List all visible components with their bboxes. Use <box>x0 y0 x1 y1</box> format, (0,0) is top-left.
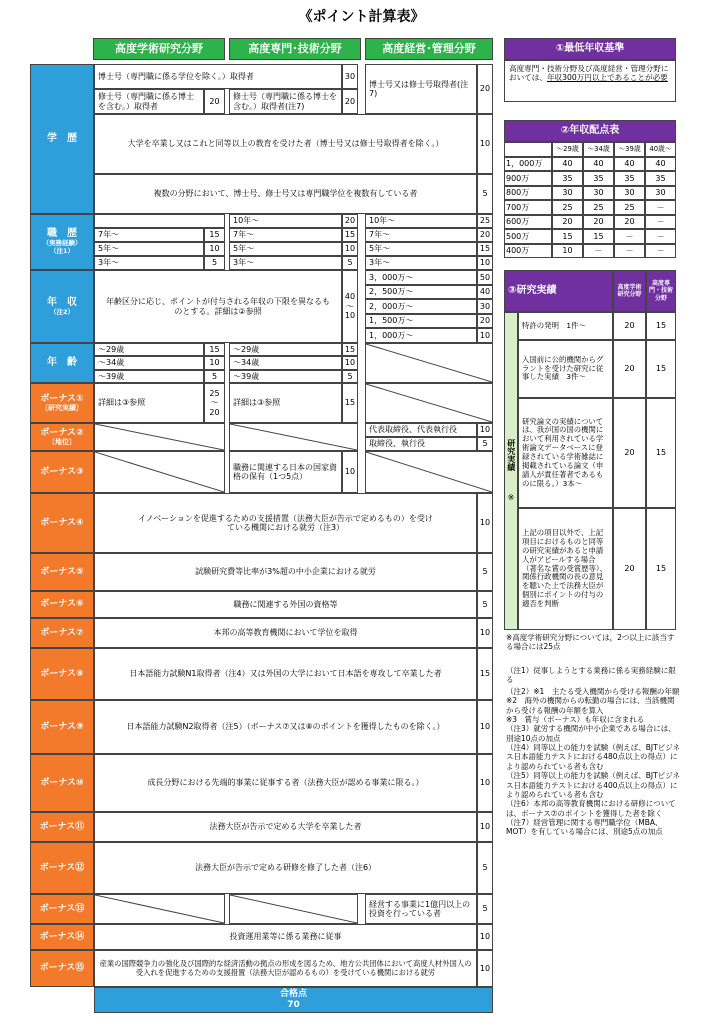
income-mgmt-3: 1，500万～ <box>365 314 477 329</box>
income-table-cell: 25 <box>552 200 583 215</box>
income-table-cell: － <box>645 200 676 215</box>
research-col2: 高度専門・技術分野 <box>646 270 676 312</box>
b12-pts: 5 <box>477 842 493 894</box>
label-b3: ボーナス③ <box>30 451 94 493</box>
age-academic-0: ～29歳 <box>94 343 204 356</box>
pass-value: 70 <box>287 1000 300 1010</box>
career-label: 職 歴 <box>47 228 77 240</box>
income-table-row-label: 800万 <box>504 186 552 201</box>
b15-pts: 10 <box>477 950 493 987</box>
b14-text: 投資運用業等に係る業務に従事 <box>94 924 477 950</box>
research-col1: 高度学術研究分野 <box>613 270 646 312</box>
age-tech-2-pts: 5 <box>342 370 358 383</box>
research-technical-pts: 15 <box>646 312 676 340</box>
edu-master-a: 修士号（専門職に係る博士を含む。）取得者 <box>94 89 204 114</box>
min-income-text: 高度専門・技術分野及び高度経営・管理分野においては、 <box>509 64 669 83</box>
b1-academic-pts-max: 25 <box>209 388 220 398</box>
research-side <box>504 312 518 630</box>
label-age: 年 齢 <box>30 343 94 383</box>
b2-mgmt-1: 代表取締役、代表執行役 <box>365 423 477 437</box>
b3-pts: 10 <box>342 451 358 493</box>
min-income-box <box>504 60 676 102</box>
income-table-row-label: 700万 <box>504 200 552 215</box>
b2-label: ボーナス② <box>40 427 84 438</box>
edu-master-b: 修士号（専門職に係る博士を含む。）取得者(注7) <box>229 89 342 114</box>
income-table-header: 40歳～ <box>645 142 676 157</box>
career-tech-3-pts: 5 <box>342 256 358 270</box>
income-table-cell: － <box>645 244 676 259</box>
career-academic-0-pts: 15 <box>204 228 225 242</box>
b12-text: 法務大臣が告示で定める研修を修了した者（注6） <box>94 842 477 894</box>
research-title: ③研究実績 <box>504 270 613 312</box>
b3-mgmt-na <box>365 451 493 493</box>
b2-academic-na <box>94 423 225 451</box>
career-academic-2-pts: 5 <box>204 256 225 270</box>
research-academic-pts: 20 <box>613 340 646 398</box>
label-b8: ボーナス⑧ <box>30 648 94 700</box>
income-table-cell: 20 <box>552 215 583 230</box>
income-table-row-label: 500万 <box>504 229 552 244</box>
research-side-text: 研究実績 <box>506 439 516 472</box>
note-1: （注1）従事しようとする業務に係る実務経験に限る <box>506 666 676 685</box>
note-6: （注6）本邦の高等教育機関における研修については、ボーナス⑦のポイントを獲得した者を除く <box>506 799 676 818</box>
b5-text: 試験研究費等比率が3%超の中小企業における就労 <box>94 553 477 591</box>
b1-sub: 〔研究実績〕 <box>41 404 83 413</box>
career-academic-blank <box>94 214 225 228</box>
b1-academic-pts <box>204 383 225 423</box>
age-academic-0-pts: 15 <box>204 343 225 356</box>
research-item: 研究論文の実績については、我が国の国の機関において利用されている学術論文データベースに登録されている学術雑誌に掲載されている論文（申請人が責任著者であるものに限る。）3本～ <box>518 398 613 508</box>
income-table-corner <box>504 142 552 157</box>
research-technical-pts: 15 <box>646 340 676 398</box>
b14-pts: 10 <box>477 924 493 950</box>
income-range-min: 10 <box>344 311 356 321</box>
page-title: 《ポイント計算表》 <box>298 9 425 25</box>
research-note: ※高度学術研究分野については，2つ以上に該当する場合には25点 <box>506 633 675 652</box>
header-academic: 高度学術研究分野 <box>93 38 225 60</box>
career-mgmt-2-pts: 15 <box>477 242 493 256</box>
research-side-mark: ※ <box>507 493 515 503</box>
age-tech-1-pts: 10 <box>342 356 358 369</box>
career-mgmt-1-pts: 20 <box>477 228 493 242</box>
research-technical-pts: 15 <box>646 508 676 630</box>
income-table-row-label: 600万 <box>504 215 552 230</box>
income-table-row-label: 400万 <box>504 244 552 259</box>
income-mgmt-0-pts: 50 <box>477 270 493 285</box>
income-points-table <box>504 142 676 258</box>
income-table-cell: 25 <box>583 200 614 215</box>
edu-multi: 複数の分野において、博士号、修士号又は専門職学位を複数有している者 <box>94 174 477 214</box>
income-table-cell: 40 <box>583 157 614 172</box>
career-academic-1: 5年～ <box>94 242 204 256</box>
b7-text: 本邦の高等教育機関において学位を取得 <box>94 618 477 648</box>
income-table-title: ②年収配点表 <box>504 120 676 142</box>
income-note: （注2） <box>49 307 75 316</box>
edu-univ: 大学を卒業し又はこれと同等以上の教育を受けた者（博士号又は修士号取得者を除く。） <box>94 114 477 174</box>
income-mgmt-2-pts: 30 <box>477 299 493 314</box>
career-academic-2: 3年～ <box>94 256 204 270</box>
income-table-header: ～34歳 <box>583 142 614 157</box>
income-table-cell: 15 <box>552 229 583 244</box>
label-b14: ボーナス⑭ <box>30 924 94 950</box>
income-table-cell: 40 <box>614 157 645 172</box>
research-academic-pts: 20 <box>613 312 646 340</box>
b2-sub: 〔地位〕 <box>48 438 76 447</box>
income-table-cell: 35 <box>583 171 614 186</box>
edu-master-a-pts: 20 <box>204 89 225 114</box>
label-b13: ボーナス⑬ <box>30 894 94 924</box>
edu-multi-pts: 5 <box>477 174 493 214</box>
b4-text: イノベーションを促進するための支援措置（法務大臣が告示で定めるもの）を受けている機関における就労（注3） <box>94 493 477 553</box>
career-mgmt-2: 5年～ <box>365 242 477 256</box>
career-mgmt-0-pts: 25 <box>477 214 493 228</box>
income-range-sep: ～ <box>346 301 354 311</box>
b9-pts: 10 <box>477 700 493 754</box>
min-income-title: ①最低年収基準 <box>504 38 676 60</box>
research-technical-pts: 15 <box>646 398 676 508</box>
b11-pts: 10 <box>477 812 493 842</box>
note-7: （注7）経営管理に関する専門職学位（MBA、MOT）を有している場合には、別途5点の加点 <box>506 818 663 837</box>
income-table-cell: － <box>645 229 676 244</box>
label-b9: ボーナス⑨ <box>30 700 94 754</box>
age-academic-2: ～39歳 <box>94 370 204 383</box>
edu-phd-mgmt: 博士号又は修士号取得者(注7) <box>365 64 477 114</box>
career-tech-2: 5年～ <box>229 242 342 256</box>
b1-technical: 詳細は③参照 <box>229 383 342 423</box>
header-technical: 高度専門･技術分野 <box>229 38 361 60</box>
income-table-cell: 20 <box>614 215 645 230</box>
income-mgmt-4-pts: 10 <box>477 328 493 343</box>
b6-pts: 5 <box>477 591 493 618</box>
b1-mgmt-na <box>365 383 493 423</box>
label-b6: ボーナス⑥ <box>30 591 94 618</box>
b5-pts: 5 <box>477 553 493 591</box>
income-table-row-label: 1，000万 <box>504 157 552 172</box>
career-mgmt-3-pts: 10 <box>477 256 493 270</box>
career-mgmt-0: 10年～ <box>365 214 477 228</box>
label-b10: ボーナス⑩ <box>30 754 94 812</box>
income-table-header: ～39歳 <box>614 142 645 157</box>
income-table-cell: 20 <box>583 215 614 230</box>
note-2c: ※3 賞与（ボーナス）も年収に含まれる <box>506 714 645 724</box>
income-table-cell: － <box>583 244 614 259</box>
income-mgmt-1-pts: 40 <box>477 285 493 300</box>
b1-technical-pts: 15 <box>342 383 358 423</box>
income-label: 年 収 <box>47 296 77 308</box>
edu-master-b-pts: 20 <box>342 89 358 114</box>
label-b11: ボーナス⑪ <box>30 812 94 842</box>
income-table-cell: 35 <box>552 171 583 186</box>
edu-phd-academic: 博士号（専門職に係る学位を除く。）取得者 <box>94 64 342 89</box>
b2-mgmt-1-pts: 10 <box>477 423 493 437</box>
b8-pts: 15 <box>477 648 493 700</box>
label-b12: ボーナス⑫ <box>30 842 94 894</box>
note-2: （注2）※1 主たる受入機関から受ける報酬の年額 <box>506 686 680 696</box>
min-income-underline: 年収300万円以上であることが必要 <box>546 73 668 83</box>
income-table-cell: 30 <box>583 186 614 201</box>
income-mgmt-0: 3，000万～ <box>365 270 477 285</box>
label-education: 学 歴 <box>30 64 94 214</box>
label-b1 <box>30 383 94 423</box>
note-4: （注4）同等以上の能力を試験（例えば、BJTビジネス日本語能力テストにおける480点以上の得点）により認められている者も含む <box>506 743 680 771</box>
notes-block <box>506 666 680 837</box>
b2-mgmt-2-pts: 5 <box>477 437 493 451</box>
label-income <box>30 270 94 343</box>
b13-tech-na <box>229 894 358 924</box>
pass-label: 合格点 <box>279 989 307 1000</box>
income-range <box>342 270 358 343</box>
b8-text: 日本語能力試験N1取得者（注4）又は外国の大学において日本語を専攻して卒業した者 <box>94 648 477 700</box>
income-table-cell: 40 <box>645 157 676 172</box>
income-table-cell: 30 <box>552 186 583 201</box>
note-3: （注3）就労する機関が中小企業である場合には、別途10点の加点 <box>506 724 676 743</box>
b3-text: 職務に関連する日本の国家資格の保有（1つ5点） <box>229 451 342 493</box>
b1-academic-pts-min: 20 <box>209 407 220 417</box>
note-2b: ※2 海外の機関からの転勤の場合には、当該機関から受ける報酬の年額を算入 <box>506 696 675 715</box>
income-table-cell: － <box>614 229 645 244</box>
b9-text: 日本語能力試験N2取得者（注5）（ボーナス⑦又は⑧のポイントを獲得したものを除く。） <box>94 700 477 754</box>
age-mgmt-na <box>365 343 493 383</box>
income-table-cell: 35 <box>645 171 676 186</box>
label-b4: ボーナス④ <box>30 493 94 553</box>
income-text: 年齢区分に応じ、ポイントが付与される年収の下限を異なるものとする。詳細は②参照 <box>94 270 342 343</box>
header-management: 高度経営･管理分野 <box>365 38 493 60</box>
income-table-cell: － <box>614 244 645 259</box>
career-mgmt-1: 7年～ <box>365 228 477 242</box>
income-table-cell: 15 <box>583 229 614 244</box>
b13-academic-na <box>94 894 225 924</box>
career-academic-1-pts: 10 <box>204 242 225 256</box>
label-b15: ボーナス⑮ <box>30 950 94 987</box>
b11-text: 法務大臣が告示で定める大学を卒業した者 <box>94 812 477 842</box>
b10-pts: 10 <box>477 754 493 812</box>
career-sub: （実務経験） <box>42 239 82 248</box>
career-tech-0: 10年～ <box>229 214 342 228</box>
career-tech-2-pts: 10 <box>342 242 358 256</box>
career-note: （注1） <box>49 246 75 255</box>
career-mgmt-3: 3年～ <box>365 256 477 270</box>
research-item: 特許の発明 1件～ <box>518 312 613 340</box>
age-academic-1: ～34歳 <box>94 356 204 369</box>
label-b5: ボーナス⑤ <box>30 553 94 591</box>
b10-text: 成長分野における先端的事業に従事する者（法務大臣が認める事業に限る。） <box>94 754 477 812</box>
research-item: 入国前に公的機関からグラントを受けた研究に従事した実績 3件～ <box>518 340 613 398</box>
age-tech-1: ～34歳 <box>229 356 342 369</box>
b7-pts: 10 <box>477 618 493 648</box>
income-mgmt-2: 2，000万～ <box>365 299 477 314</box>
income-table-cell: 30 <box>614 186 645 201</box>
income-table-row-label: 900万 <box>504 171 552 186</box>
income-table-header: ～29歳 <box>552 142 583 157</box>
note-5: （注5）同等以上の能力を試験（例えば、BJTビジネス日本語能力テストにおける400点以上の得点）により認められている者も含む <box>506 771 680 799</box>
age-academic-1-pts: 10 <box>204 356 225 369</box>
income-mgmt-1: 2，500万～ <box>365 285 477 300</box>
edu-univ-pts: 10 <box>477 114 493 174</box>
career-tech-1-pts: 15 <box>342 228 358 242</box>
age-academic-2-pts: 5 <box>204 370 225 383</box>
edu-phd-mgmt-pts: 20 <box>477 64 493 114</box>
b13-pts: 5 <box>477 894 493 924</box>
income-table-cell: 35 <box>614 171 645 186</box>
b6-text: 職務に関連する外国の資格等 <box>94 591 477 618</box>
income-table-cell: 30 <box>645 186 676 201</box>
career-tech-3: 3年～ <box>229 256 342 270</box>
b1-label: ボーナス① <box>40 393 84 404</box>
b4-pts: 10 <box>477 493 493 553</box>
research-academic-pts: 20 <box>613 398 646 508</box>
income-table-cell: － <box>645 215 676 230</box>
income-table-cell: 40 <box>552 157 583 172</box>
pass-mark <box>94 987 493 1013</box>
career-academic-0: 7年～ <box>94 228 204 242</box>
label-b2 <box>30 423 94 451</box>
b1-academic: 詳細は③参照 <box>94 383 204 423</box>
income-table-cell: 10 <box>552 244 583 259</box>
age-tech-0: ～29歳 <box>229 343 342 356</box>
label-b7: ボーナス⑦ <box>30 618 94 648</box>
career-tech-0-pts: 20 <box>342 214 358 228</box>
label-career <box>30 214 94 270</box>
income-mgmt-4: 1，000万～ <box>365 328 477 343</box>
b2-tech-na <box>229 423 358 451</box>
edu-phd-academic-pts: 30 <box>342 64 358 89</box>
b1-academic-pts-sep: ～ <box>210 398 219 408</box>
income-mgmt-3-pts: 20 <box>477 314 493 329</box>
research-academic-pts: 20 <box>613 508 646 630</box>
age-tech-2: ～39歳 <box>229 370 342 383</box>
income-table-cell: 25 <box>614 200 645 215</box>
age-tech-0-pts: 15 <box>342 343 358 356</box>
research-item: 上記の項目以外で、上記項目におけるものと同等の研究実績があると申請人がアピールする場合（著名な賞の受賞歴等）、関係行政機関の長の意見を聴いた上で法務大臣が個別にポイントの付与の適否を判断 <box>518 508 613 630</box>
b3-academic-na <box>94 451 225 493</box>
b2-mgmt-2: 取締役、執行役 <box>365 437 477 451</box>
b15-text: 産業の国際競争力の強化及び国際的な経済活動の拠点の形成を図るため、地方公共団体において高度人材外国人の受入れを促進するための支援措置（法務大臣が認めるもの）を受けている機関における就労 <box>94 950 477 987</box>
b13-text: 経営する事業に1億円以上の投資を行っている者 <box>365 894 477 924</box>
career-tech-1: 7年～ <box>229 228 342 242</box>
income-range-max: 40 <box>344 292 356 302</box>
